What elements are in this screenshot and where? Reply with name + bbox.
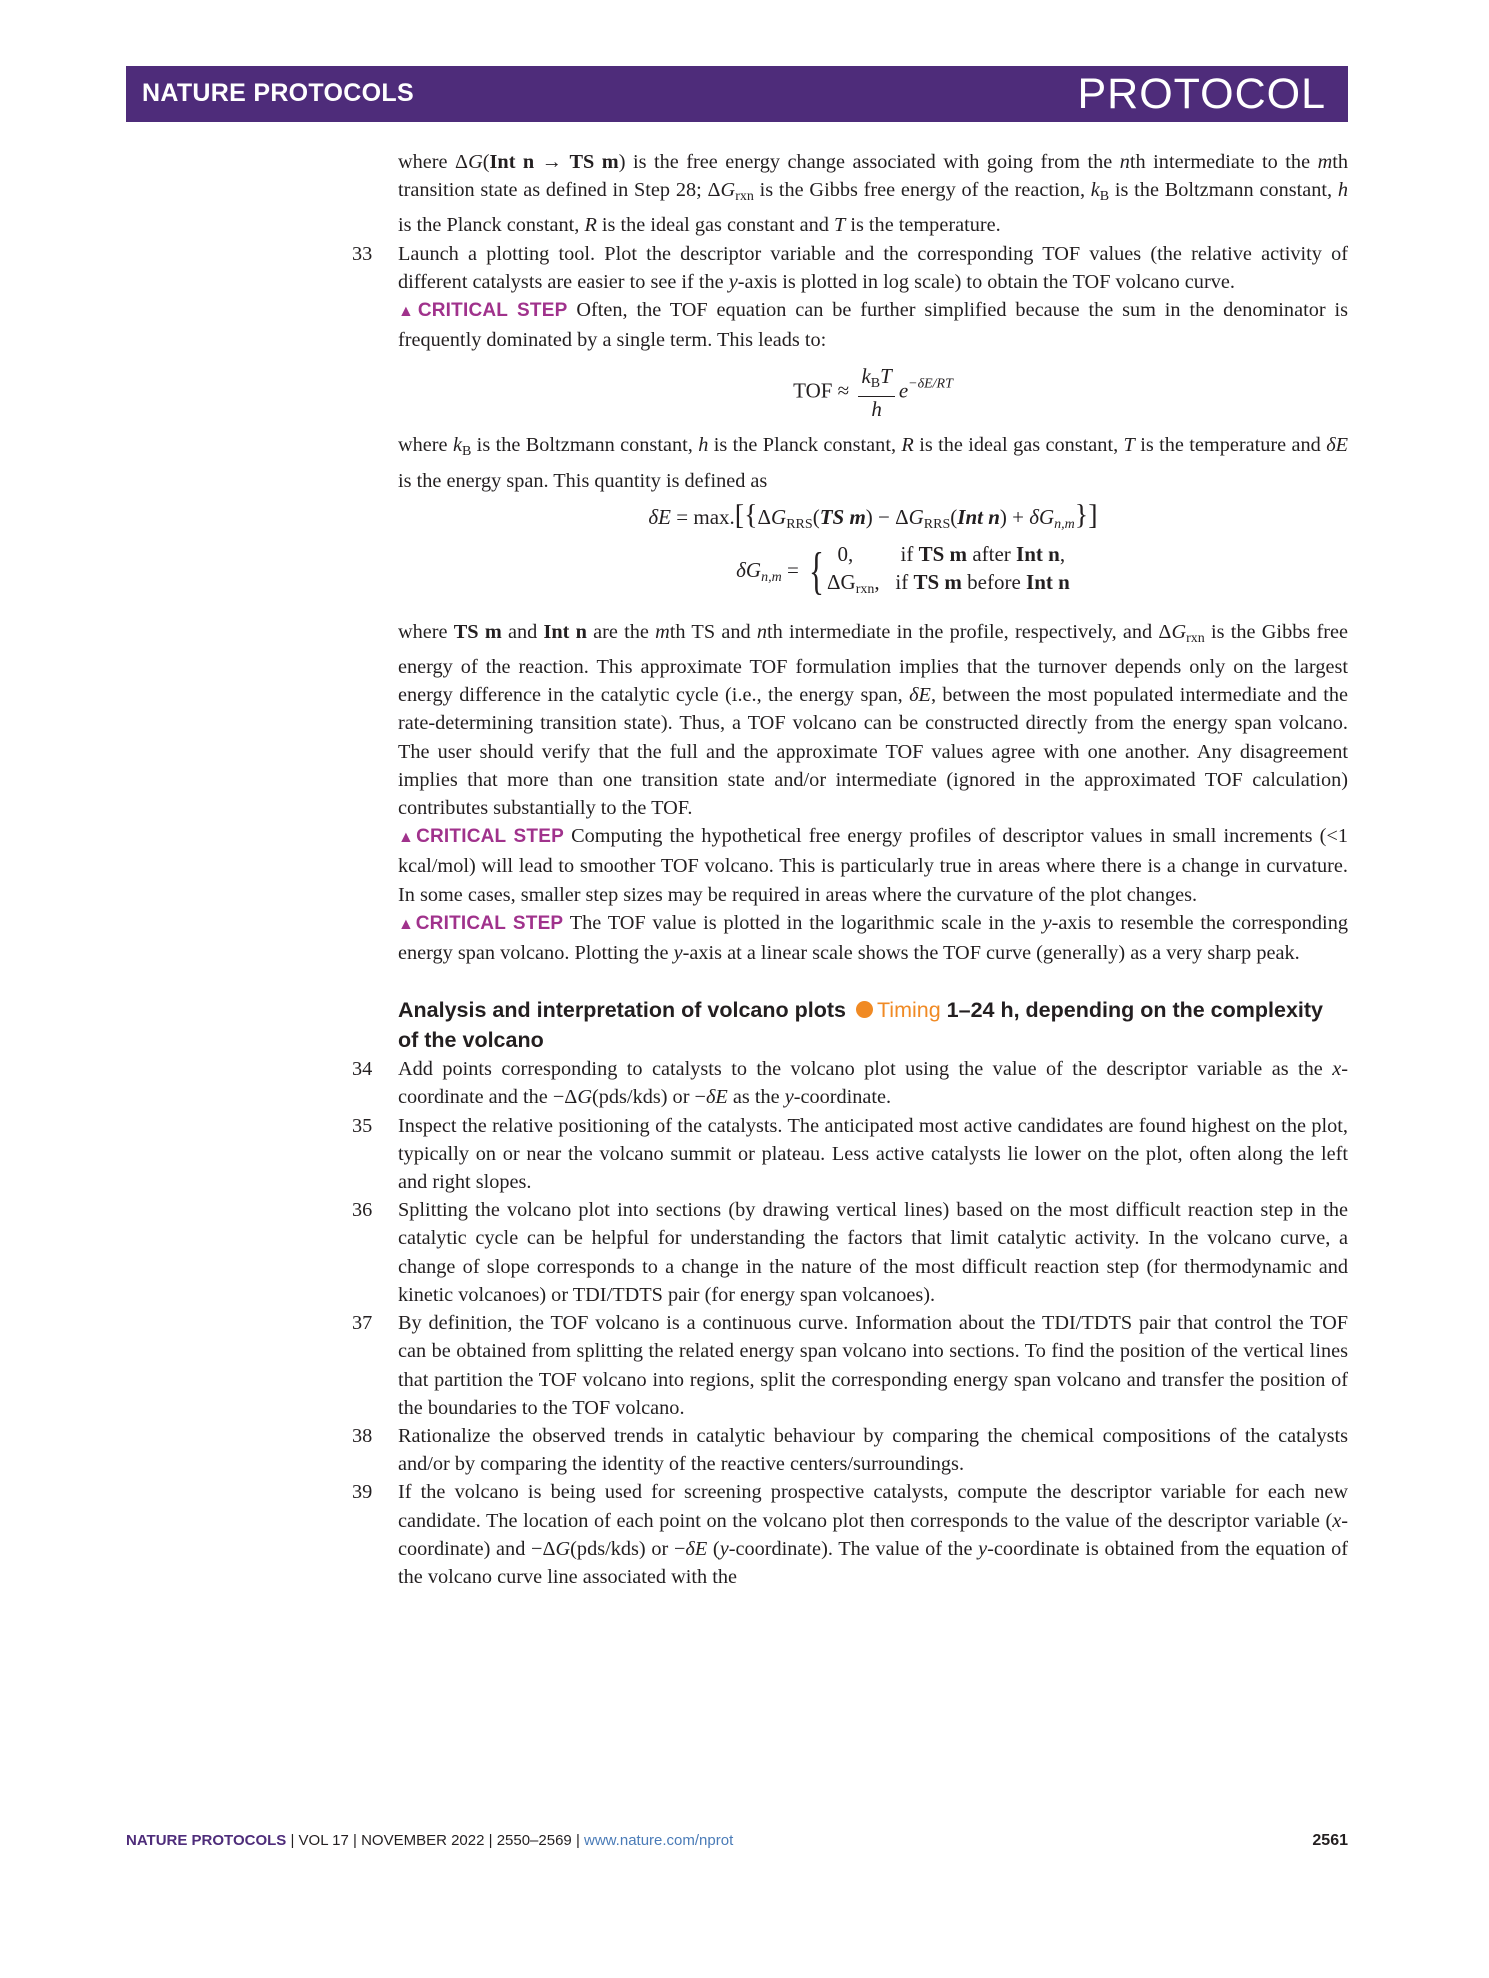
step-number: 34: [352, 1058, 373, 1081]
brace-icon: {: [809, 542, 825, 600]
step-text: Add points corresponding to catalysts to the volcano plot using the value of the descriptor variable as the x-coordinate and the −ΔG(pds/kds) or −δE as the y-coordinate.: [398, 1058, 1348, 1109]
section-heading: Analysis and interpretation of volcano plots Timing 1–24 h, depending on the complexity of the volcano: [398, 998, 1323, 1053]
footer-url[interactable]: www.nature.com/nprot: [584, 1832, 734, 1849]
step-35: [352, 1112, 1348, 1197]
step-text: Splitting the volcano plot into sections (by drawing vertical lines) based on the most difficult reaction step in the catalytic cycle can be helpful for understanding the factors that limit catalytic activity. In the volcano curve, a change of slope corresponds to a change in the nature of the most difficult reaction step (for thermodynamic and kinetic volcanoes) or TDI/TDTS pair (for energy span volcanoes).: [398, 1199, 1348, 1306]
step-text: By definition, the TOF volcano is a continuous curve. Information about the TDI/TDTS pair that control the TOF can be obtained from splitting the related energy span volcano into sections. To find the position of the vertical lines that partition the TOF volcano into regions, split the corresponding energy span volcano and transfer the position of the boundaries to the TOF volcano.: [398, 1312, 1348, 1419]
journal-name: NATURE PROTOCOLS: [142, 79, 414, 107]
step-number: 36: [352, 1199, 373, 1222]
step-37: [352, 1309, 1348, 1422]
step-33: [352, 240, 1349, 968]
header-bar: [126, 66, 1348, 122]
page-footer: [126, 1832, 1348, 1849]
step-number: 37: [352, 1312, 373, 1335]
critical-step-1: ▲CRITICAL STEP Often, the TOF equation can be further simplified because the sum in the denominator is frequently dominated by a single term. This leads to:: [398, 299, 1348, 352]
critical-step-3: ▲CRITICAL STEP The TOF value is plotted in the logarithmic scale in the y-axis to resemble the corresponding energy span volcano. Plotting the y-axis at a linear scale shows the TOF curve (generally) as a very sharp peak.: [398, 911, 1348, 965]
critical-step-label: ▲CRITICAL STEP: [398, 912, 564, 934]
step-39: [352, 1478, 1349, 1591]
article-type: PROTOCOL: [1077, 70, 1326, 118]
critical-step-label: ▲CRITICAL STEP: [398, 826, 564, 848]
equation-tof-approx: TOF ≈ $\frac{k_BT}{h}$ $e^{-\delta E/RT}$: [793, 364, 953, 422]
warning-triangle-icon: ▲: [398, 829, 417, 847]
step-number: 39: [352, 1481, 373, 1504]
paragraph-tof-explanation: where TS m and Int n are the mth TS and nth intermediate in the profile, respectively, and $\Delta G_{rxn}$ is the Gibbs free energy of the reaction. This approximate TOF formulation implies that the turnover depends only on the largest energy difference in the catalytic cycle (i.e., the energy span, δE, between the most populated intermediate and the rate-determining transition state). Thus, a TOF volcano can be constructed directly from the energy span volcano. The user should verify that the full and the approximate TOF values agree with one another. Any disagreement implies that more than one transition state and/or intermediate (ignored in the approximated TOF calculation) contributes substantially to the TOF.: [398, 620, 1348, 820]
equation-delta-g-cases: $\delta G_{n,m}$ = { 0, if TS m after Int n, $\Delta G_{rxn}$, if TS m before Int n: [736, 541, 1070, 600]
step-text: Inspect the relative positioning of the catalysts. The anticipated most active candidates are found highest on the plot, typically on or near the volcano summit or plateau. Less active catalysts lie lower on the plot, often along the left and right slopes.: [398, 1114, 1348, 1194]
paragraph-definitions: where ΔG(Int n → TS m) is the free energy change associated with going from the nth intermediate to the mth transition state as defined in Step 28; $\Delta G_{rxn}$ is the Gibbs free energy of the reaction, $k_B$ is the Boltzmann constant, h is the Planck constant, R is the ideal gas constant and T is the temperature.: [398, 151, 1349, 237]
step-text: Rationalize the observed trends in catalytic behaviour by comparing the chemical compositions of the catalysts and/or by comparing the identity of the reactive centers/surroundings.: [398, 1424, 1348, 1476]
step-text: Launch a plotting tool. Plot the descriptor variable and the corresponding TOF values (the relative activity of different catalysts are easier to see if the y-axis is plotted in log scale) to obtain the TOF volcano curve.: [398, 242, 1348, 293]
equation-energy-span: $\delta E = \max.[\{\Delta G_{RRS}(TS$ $m) - \Delta G_{RRS}(Int$ $n) + \delta G_{n,m}$}]: [648, 499, 1098, 532]
step-text: If the volcano is being used for screening prospective catalysts, compute the descriptor variable for each new candidate. The location of each point on the volcano plot then corresponds to the value of the descriptor variable (x-coordinate) and −ΔG(pds/kds) or −δE (y-coordinate). The value of the y-coordinate is obtained from the equation of the volcano curve line associated with the: [398, 1481, 1349, 1588]
main-content: [352, 148, 1349, 1591]
step-34: [352, 1055, 1348, 1111]
step-38: [352, 1422, 1348, 1478]
timing-icon: [856, 1001, 873, 1018]
warning-triangle-icon: ▲: [398, 915, 416, 933]
step-number: 38: [352, 1424, 373, 1447]
paragraph-energy-span: where $k_B$ is the Boltzmann constant, h is the Planck constant, R is the ideal gas constant, T is the temperature and δE is the energy span. This quantity is defined as: [398, 434, 1349, 492]
step-number: 33: [352, 242, 373, 265]
footer-journal: NATURE PROTOCOLS: [126, 1832, 287, 1849]
critical-step-2: ▲CRITICAL STEP Computing the hypothetical free energy profiles of descriptor values in small increments (<1 kcal/mol) will lead to smoother TOF volcano. This is particularly true in areas where there is a change in curvature. In some cases, smaller step sizes may be required in areas where the curvature of the plot changes.: [398, 825, 1348, 906]
timing-label: Timing: [876, 998, 941, 1023]
warning-triangle-icon: ▲: [398, 303, 418, 321]
footer-citation: | VOL 17 | NOVEMBER 2022 | 2550–2569 |: [290, 1832, 580, 1849]
step-36: [352, 1196, 1348, 1309]
step-number: 35: [352, 1114, 373, 1137]
critical-step-label: ▲CRITICAL STEP: [398, 300, 568, 322]
page-number: 2561: [1312, 1832, 1348, 1849]
